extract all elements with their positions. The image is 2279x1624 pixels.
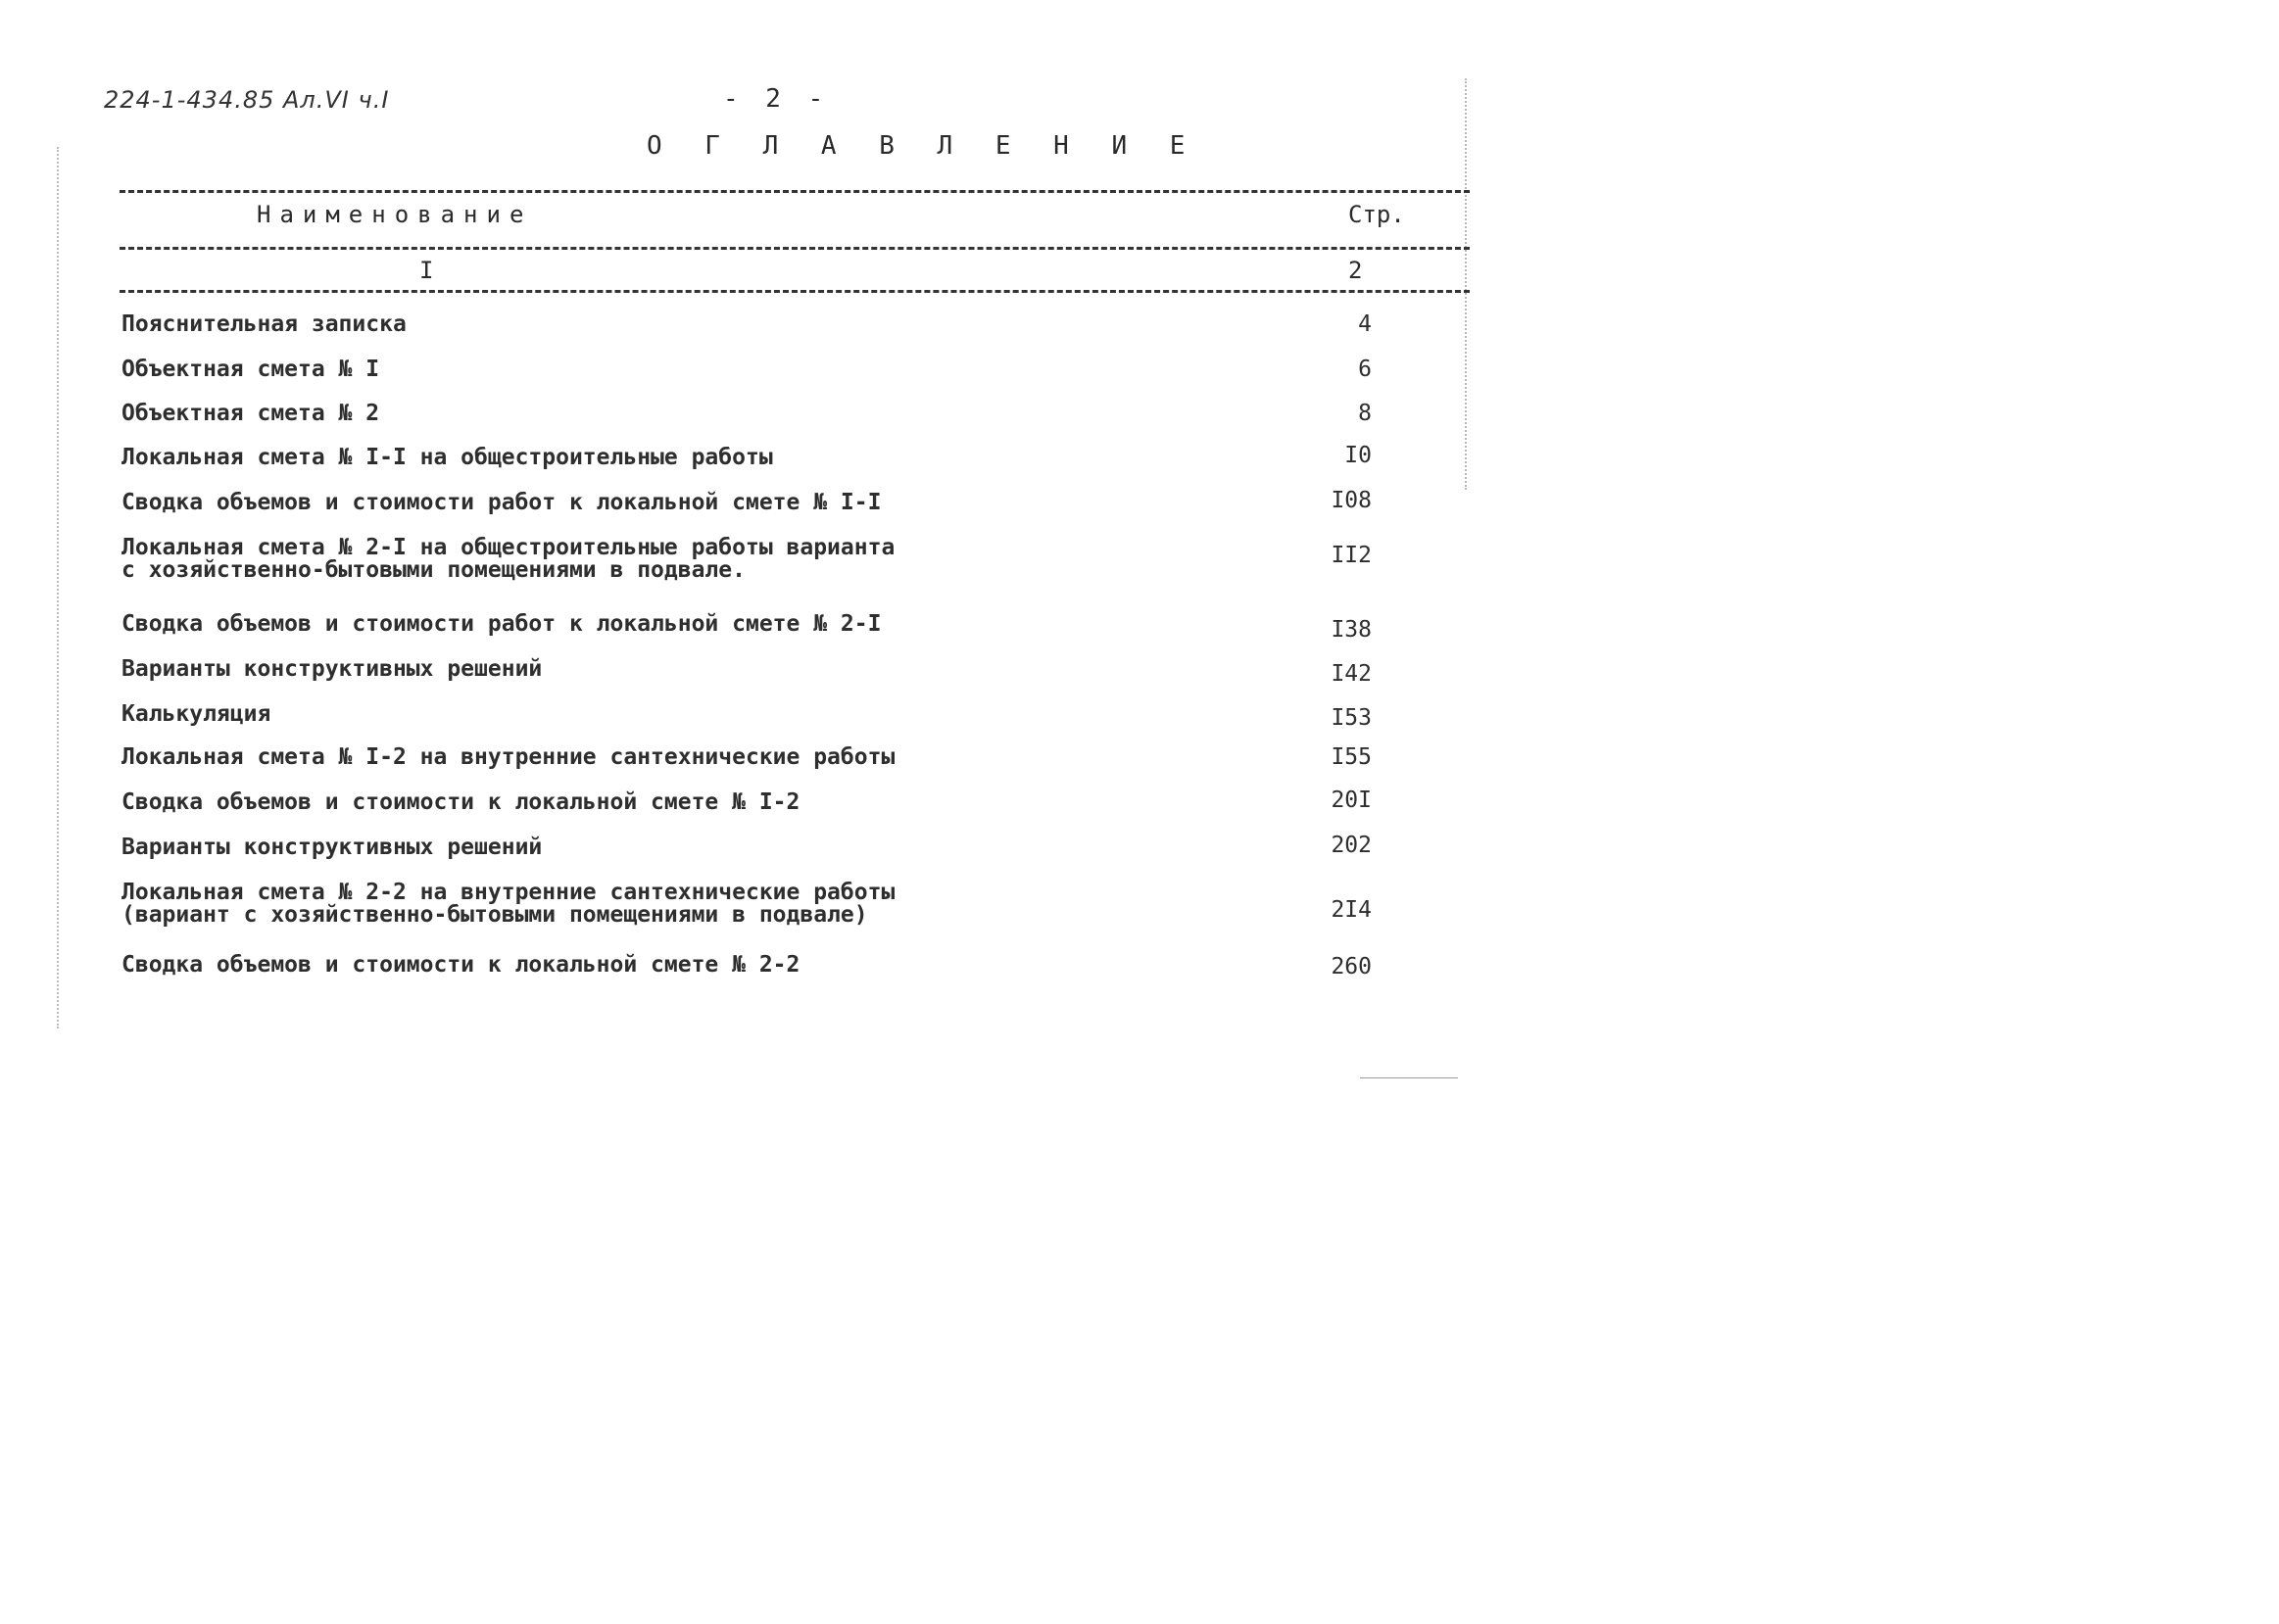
toc-entry-page: I53 bbox=[1331, 705, 1372, 731]
column-header-page: Стр. bbox=[1348, 201, 1405, 228]
document-code: 224-1-434.85 Ал.VI ч.I bbox=[104, 86, 390, 114]
column-header-name: Наименование bbox=[257, 201, 533, 228]
toc-entry-page: 4 bbox=[1358, 311, 1372, 337]
toc-entry-page: I0 bbox=[1344, 443, 1372, 468]
toc-entry-name: Сводка объемов и стоимости к локальной смете № I-2 bbox=[121, 789, 800, 815]
toc-entry-name: Локальная смета № 2-2 на внутренние сантехнические работы (вариант с хозяйственно-бытовыми помещениями в подвале) bbox=[121, 880, 896, 928]
toc-entry-name: Сводка объемов и стоимости к локальной смете № 2-2 bbox=[121, 952, 800, 978]
page-number: - 2 - bbox=[723, 84, 830, 114]
column-number-name: I bbox=[419, 257, 434, 284]
toc-entry-page: 202 bbox=[1331, 833, 1372, 858]
toc-entry-name: Объектная смета № 2 bbox=[121, 401, 380, 426]
toc-entry-name: Варианты конструктивных решений bbox=[121, 835, 543, 860]
toc-entry-name: Калькуляция bbox=[121, 701, 271, 727]
toc-entry-page: I55 bbox=[1331, 744, 1372, 770]
toc-entry-page: I38 bbox=[1331, 617, 1372, 643]
toc-entry-name: Локальная смета № I-2 на внутренние сантехнические работы bbox=[121, 744, 896, 770]
toc-entry-page: II2 bbox=[1331, 543, 1372, 568]
dashed-rule-top bbox=[120, 190, 1470, 193]
bottom-rule bbox=[1360, 1077, 1458, 1078]
column-number-page: 2 bbox=[1348, 257, 1363, 284]
toc-entry-page: 260 bbox=[1331, 954, 1372, 979]
toc-entry-name: Объектная смета № I bbox=[121, 357, 380, 382]
toc-entry-name: Локальная смета № 2-I на общестроительные работы варианта с хозяйственно-бытовыми помещениями в подвале. bbox=[121, 535, 896, 583]
toc-entry-page: 20I bbox=[1331, 788, 1372, 813]
toc-entry-name: Сводка объемов и стоимости работ к локальной смете № I-I bbox=[121, 490, 882, 515]
dashed-rule-bottom bbox=[120, 290, 1470, 293]
toc-entry-name: Локальная смета № I-I на общестроительные работы bbox=[121, 445, 773, 470]
toc-entry-page: I42 bbox=[1331, 661, 1372, 687]
right-margin-marks bbox=[1465, 78, 1471, 490]
page-title: О Г Л А В Л Е Н И Е bbox=[647, 131, 1199, 161]
toc-entry-name: Варианты конструктивных решений bbox=[121, 656, 543, 682]
toc-entry-page: 2I4 bbox=[1331, 897, 1372, 923]
toc-entry-name: Сводка объемов и стоимости работ к локальной смете № 2-I bbox=[121, 611, 882, 637]
toc-entry-page: 6 bbox=[1358, 357, 1372, 382]
dashed-rule-middle bbox=[120, 247, 1470, 250]
toc-entry-name: Пояснительная записка bbox=[121, 311, 407, 337]
left-margin-marks bbox=[57, 147, 65, 1028]
toc-entry-page: I08 bbox=[1331, 488, 1372, 513]
toc-entry-page: 8 bbox=[1358, 401, 1372, 426]
document-page bbox=[0, 0, 1536, 1088]
